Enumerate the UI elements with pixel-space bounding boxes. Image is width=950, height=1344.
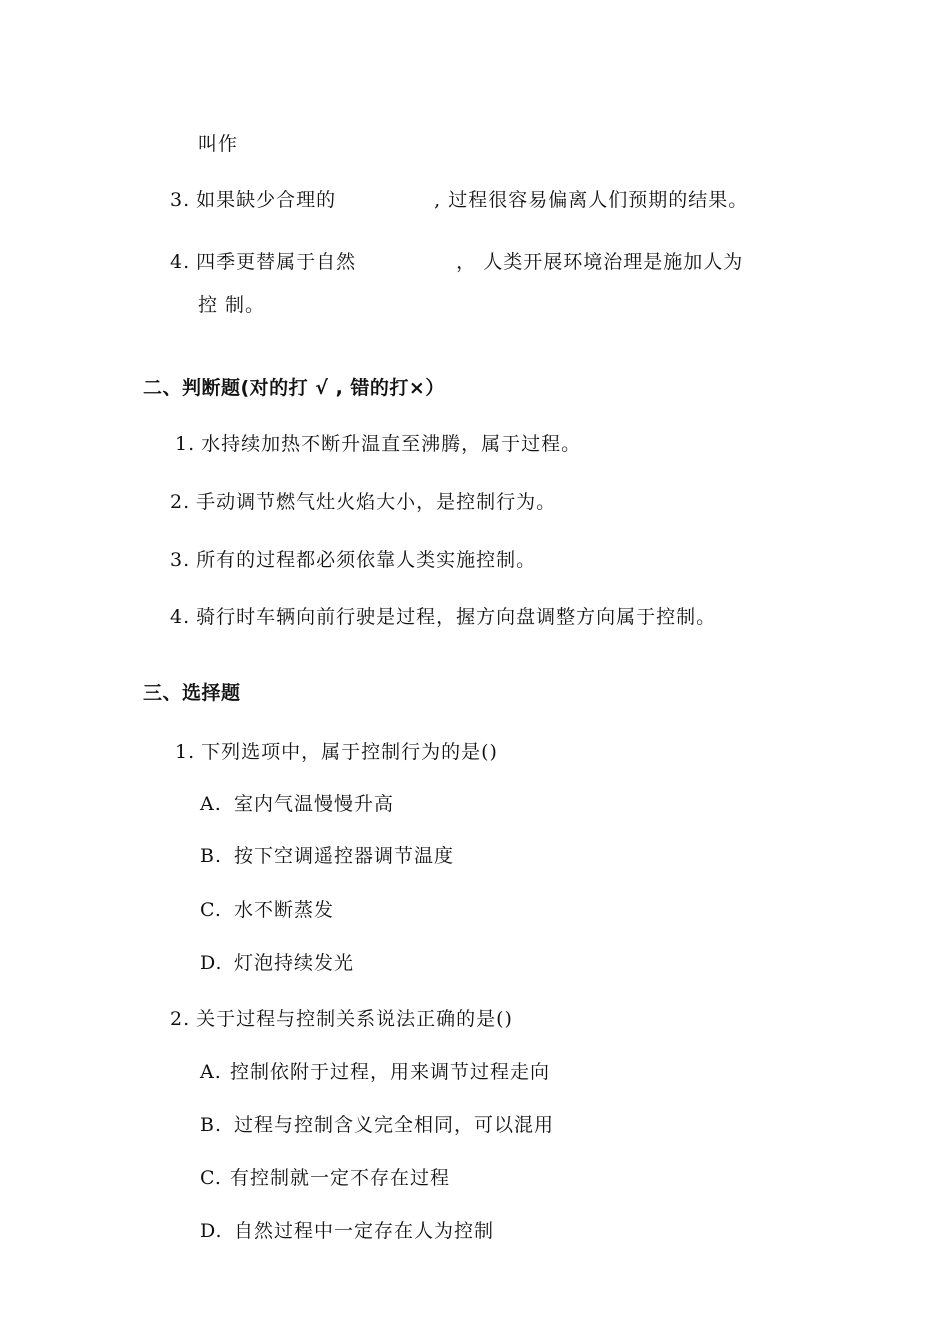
question-text: 关于过程与控制关系说法正确的是() [196, 1008, 513, 1030]
option-text: 按下空调遥控器调节温度 [234, 845, 455, 867]
option-letter: C. [200, 899, 222, 921]
fill-in-continuation: 叫作 [198, 133, 239, 155]
question-text-before-blank: 四季更替属于自然 [196, 251, 357, 273]
option-text: 室内气温慢慢升高 [234, 793, 395, 815]
item-number: 4. [170, 606, 191, 628]
option-text: 自然过程中一定存在人为控制 [234, 1220, 495, 1242]
choice-question [175, 738, 498, 766]
option-text: 有控制就一定不存在过程 [230, 1167, 451, 1189]
question-number: 4. [170, 251, 191, 273]
question-text: 下列选项中，属于控制行为的是() [201, 741, 498, 763]
option-letter: B. [200, 845, 223, 867]
item-number: 2. [170, 491, 191, 513]
choice-option[interactable] [200, 896, 334, 924]
choice-question [170, 1005, 513, 1033]
true-false-item [170, 546, 536, 574]
choice-option[interactable] [200, 842, 454, 870]
option-letter: A. [200, 1061, 222, 1083]
choice-option[interactable] [200, 949, 354, 977]
true-false-item [175, 430, 581, 458]
item-text: 所有的过程都必须依靠人类实施控制。 [196, 549, 537, 571]
section-heading-true-false: 二、判断题(对的打 √ , 错的打×） [143, 377, 445, 399]
option-letter: A. [200, 793, 222, 815]
option-text: 水不断蒸发 [234, 899, 335, 921]
question-number: 3. [170, 189, 191, 211]
option-letter: C. [200, 1167, 222, 1189]
option-letter: D. [200, 952, 223, 974]
item-number: 1. [175, 433, 196, 455]
choice-option[interactable] [200, 1111, 554, 1139]
item-number: 3. [170, 549, 191, 571]
item-text: 水持续加热不断升温直至沸腾，属于过程。 [201, 433, 582, 455]
option-text: 过程与控制含义完全相同，可以混用 [234, 1114, 555, 1136]
question-text-after-blank: ， 人类开展环境治理是施加人为 [456, 251, 744, 273]
fill-in-question-4 [170, 248, 743, 276]
choice-option[interactable] [200, 1217, 494, 1245]
option-text: 控制依附于过程，用来调节过程走向 [230, 1061, 551, 1083]
choice-option[interactable] [200, 790, 394, 818]
question-number: 1. [175, 741, 196, 763]
true-false-item [170, 488, 556, 516]
item-text: 骑行时车辆向前行驶是过程，握方向盘调整方向属于控制。 [196, 606, 717, 628]
option-letter: D. [200, 1220, 223, 1242]
question-text-before-blank: 如果缺少合理的 [196, 189, 337, 211]
choice-option[interactable] [200, 1164, 450, 1192]
section-heading-choice: 三、选择题 [143, 682, 241, 704]
option-text: 灯泡持续发光 [234, 952, 355, 974]
fill-in-question-4-continuation: 控 制。 [198, 294, 266, 316]
option-letter: B. [200, 1114, 223, 1136]
choice-option[interactable] [200, 1058, 550, 1086]
question-number: 2. [170, 1008, 191, 1030]
item-text: 手动调节燃气灶火焰大小，是控制行为。 [196, 491, 557, 513]
question-text-after-blank: , 过程很容易偏离人们预期的结果。 [434, 189, 749, 211]
fill-in-question-3 [170, 186, 748, 214]
true-false-item [170, 603, 716, 631]
